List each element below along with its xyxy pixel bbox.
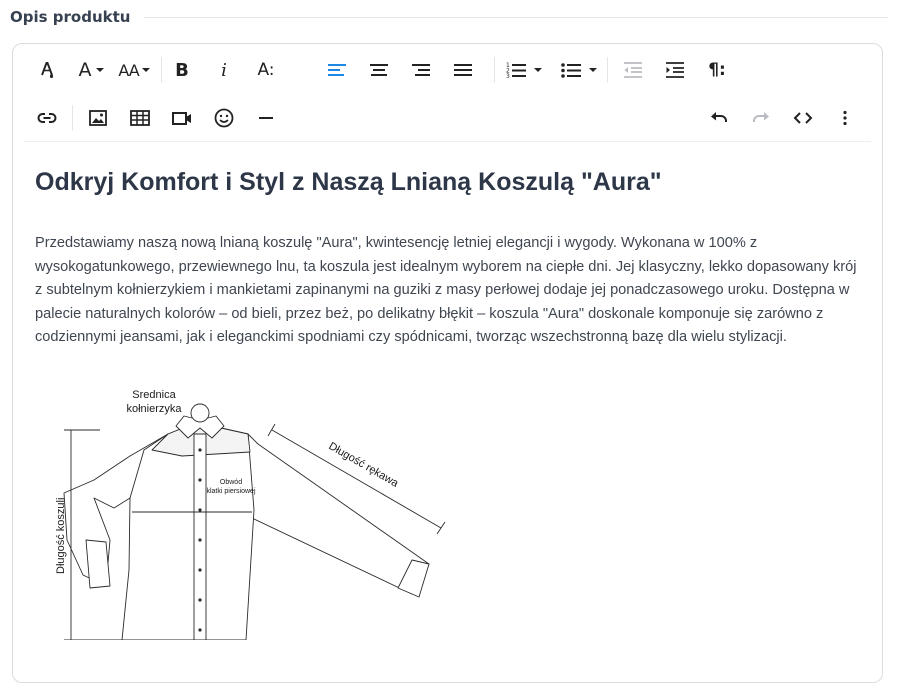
more-options-button[interactable] (830, 103, 860, 133)
chevron-down-icon (142, 67, 150, 73)
align-justify-icon (452, 59, 474, 81)
shirt-right-sleeve (248, 434, 429, 594)
unordered-list-icon (560, 59, 582, 81)
chevron-down-icon (589, 67, 597, 73)
toolbar-row-formatting (13, 45, 882, 93)
align-right-button[interactable] (406, 55, 436, 85)
more-text-button[interactable] (251, 55, 281, 85)
length-label: Długość koszuli (55, 497, 67, 574)
undo-button[interactable] (704, 103, 734, 133)
font-size-button[interactable] (116, 55, 152, 85)
undo-icon (708, 107, 730, 129)
svg-text:2: 2 (505, 67, 510, 75)
image-icon (87, 107, 109, 129)
code-view-icon (792, 107, 814, 129)
paragraph-format-button[interactable] (702, 55, 732, 85)
insert-image-button[interactable] (83, 103, 113, 133)
insert-video-button[interactable] (167, 103, 197, 133)
indent-icon (664, 59, 686, 81)
redo-button[interactable] (746, 103, 776, 133)
toolbar-separator (494, 57, 495, 83)
insert-horizontal-line-button[interactable] (251, 103, 281, 133)
toolbar-row-insert (13, 93, 882, 141)
insert-table-button[interactable] (125, 103, 155, 133)
svg-text:1: 1 (505, 62, 510, 69)
text-color-button[interactable] (32, 55, 62, 85)
more-options-icon (834, 107, 856, 129)
paragraph-format-icon: ¶: (708, 60, 726, 80)
outdent-button[interactable] (618, 55, 648, 85)
collar-label-line1: Średnica (132, 390, 176, 401)
svg-text:3: 3 (505, 73, 510, 80)
toolbar-separator (161, 57, 162, 83)
font-size-icon: AA (118, 60, 139, 80)
rich-text-editor (12, 43, 883, 683)
section-title: Opis produktu (10, 8, 131, 26)
section-header (10, 6, 888, 28)
align-left-button[interactable] (322, 55, 352, 85)
collar-label-line2: kołnierzyka (126, 403, 182, 415)
toolbar-separator (607, 57, 608, 83)
chest-label-line1: Obwód (219, 479, 243, 486)
shirt-left-cuff (86, 540, 110, 588)
font-family-icon: A (78, 59, 92, 81)
horizontal-line-icon (255, 107, 277, 129)
align-center-button[interactable] (364, 55, 394, 85)
align-center-icon (368, 59, 390, 81)
bold-icon: B (175, 59, 189, 81)
link-icon (36, 107, 58, 129)
more-text-icon: A: (257, 60, 275, 80)
table-icon (129, 107, 151, 129)
size-chart-image (34, 390, 454, 640)
insert-emoji-button[interactable] (209, 103, 239, 133)
align-right-icon (410, 59, 432, 81)
ordered-list-button[interactable] (501, 55, 545, 85)
text-color-icon (36, 59, 58, 81)
sleeve-label: Długość rękawa (326, 440, 401, 490)
chest-label-line2: klatki piersiowej (206, 488, 256, 495)
align-left-icon (326, 59, 348, 81)
outdent-icon (622, 59, 644, 81)
align-justify-button[interactable] (448, 55, 478, 85)
chevron-down-icon (96, 67, 104, 73)
redo-icon (750, 107, 772, 129)
ordered-list-icon (505, 59, 527, 81)
code-view-button[interactable] (788, 103, 818, 133)
shirt-body (122, 426, 254, 640)
italic-icon: i (221, 59, 227, 81)
emoji-icon (213, 107, 235, 129)
content-heading: Odkryj Komfort i Styl z Naszą Lnianą Koszulą "Aura" (35, 168, 662, 196)
shirt-placket (194, 434, 206, 640)
font-family-button[interactable] (74, 55, 108, 85)
bold-button[interactable] (167, 55, 197, 85)
content-paragraph: Przedstawiamy naszą nową lnianą koszulę "Aura", kwintesencję letniej elegancji i wygody. Wykonana w 100% z wysokogatunkowego, przewiewnego lnu, ta koszula jest idealnym wyborem na ciepłe dni. Jej klasyczny, lekko dopasowany krój z subtelnym kołnierzykiem i mankietami zapinanymi na guziki z masy perłowej dodaje jej ponadczasowego uroku. Dostępna w palecie naturalnych kolorów – od bieli, przez beż, po delikatny błękit – koszula "Aura" doskonale komponuje się zarówno z codziennymi jeansami, jak i eleganckimi spodniami czy spódnicami, tworząc wszechstronną bazę dla wielu stylizacji. (35, 235, 857, 346)
insert-link-button[interactable] (32, 103, 62, 133)
collar-measure-marker (191, 404, 209, 422)
indent-button[interactable] (660, 55, 690, 85)
section-divider (144, 17, 888, 18)
toolbar-divider (24, 141, 871, 142)
video-icon (171, 107, 193, 129)
toolbar-separator (72, 105, 73, 131)
unordered-list-button[interactable] (556, 55, 600, 85)
italic-button[interactable] (209, 55, 239, 85)
chevron-down-icon (534, 67, 542, 73)
